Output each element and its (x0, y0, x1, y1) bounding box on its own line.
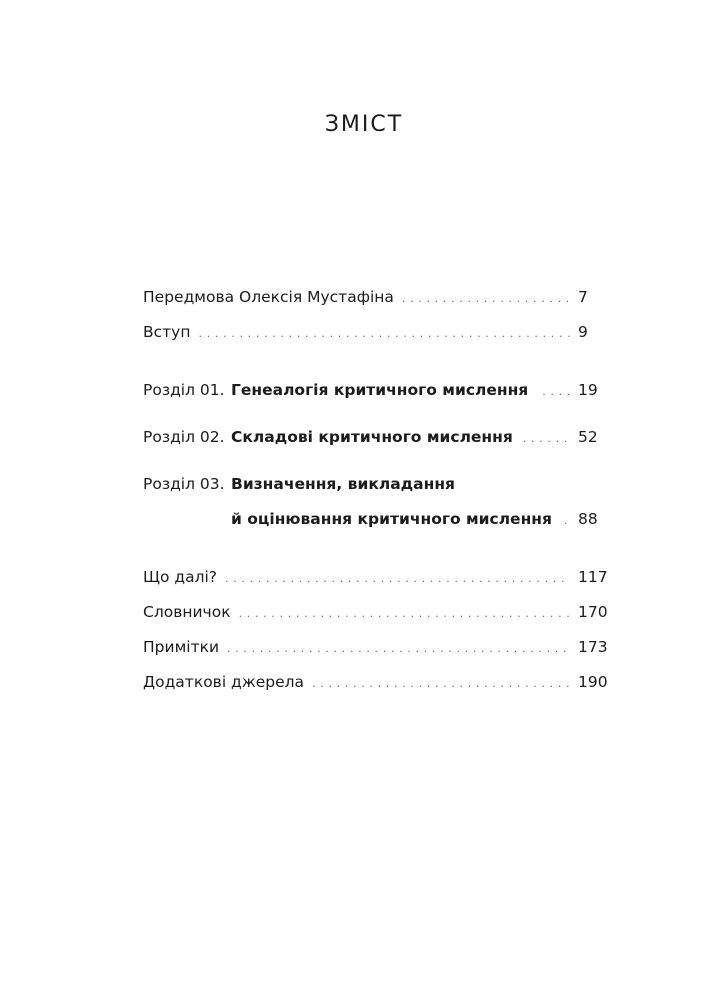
toc-entry-chapter-03-continued[interactable] (143, 507, 608, 531)
dot-leader (239, 602, 570, 626)
page-number: 170 (578, 603, 608, 621)
dot-leader (402, 287, 570, 311)
chapter-title: Генеалогія критичного мислення (231, 381, 529, 399)
toc-entry-whats-next[interactable] (143, 565, 608, 589)
dot-leader (312, 672, 570, 696)
chapter-prefix: Розділ 03. (143, 475, 225, 493)
chapter-title-line-1: Визначення, викладання (231, 475, 456, 493)
chapter-title: Складові критичного мислення (231, 428, 513, 446)
toc-entry-additional-sources[interactable] (143, 670, 608, 694)
page-number: 9 (578, 323, 588, 341)
chapter-prefix: Розділ 01. (143, 381, 225, 399)
dot-leader (542, 380, 570, 404)
toc-entry-foreword[interactable] (143, 285, 608, 309)
page-number: 190 (578, 673, 608, 691)
page-number: 88 (578, 510, 598, 528)
toc-entry-glossary[interactable] (143, 600, 608, 624)
page-number: 173 (578, 638, 608, 656)
entry-label: Вступ (143, 323, 191, 341)
entry-label: Примітки (143, 638, 220, 656)
toc-entry-chapter-03[interactable] (143, 472, 608, 496)
entry-label: Що далі? (143, 568, 218, 586)
page-number: 19 (578, 381, 598, 399)
dot-leader (227, 637, 570, 661)
toc-entry-chapter-01[interactable] (143, 378, 608, 402)
entry-label: Словничок (143, 603, 231, 621)
dot-leader (523, 427, 570, 451)
toc-entry-notes[interactable] (143, 635, 608, 659)
toc-entry-introduction[interactable] (143, 320, 608, 344)
page-number: 117 (578, 568, 608, 586)
page-number: 7 (578, 288, 588, 306)
toc-entry-chapter-02[interactable] (143, 425, 608, 449)
page-number: 52 (578, 428, 598, 446)
chapter-title-line-2: й оцінювання критичного мислення (231, 510, 552, 528)
dot-leader (564, 509, 570, 533)
entry-label: Передмова Олексія Мустафіна (143, 288, 394, 306)
chapter-prefix: Розділ 02. (143, 428, 225, 446)
page-title: ЗМІСТ (324, 112, 404, 137)
entry-label: Додаткові джерела (143, 673, 305, 691)
dot-leader (225, 567, 570, 591)
dot-leader (199, 322, 571, 346)
